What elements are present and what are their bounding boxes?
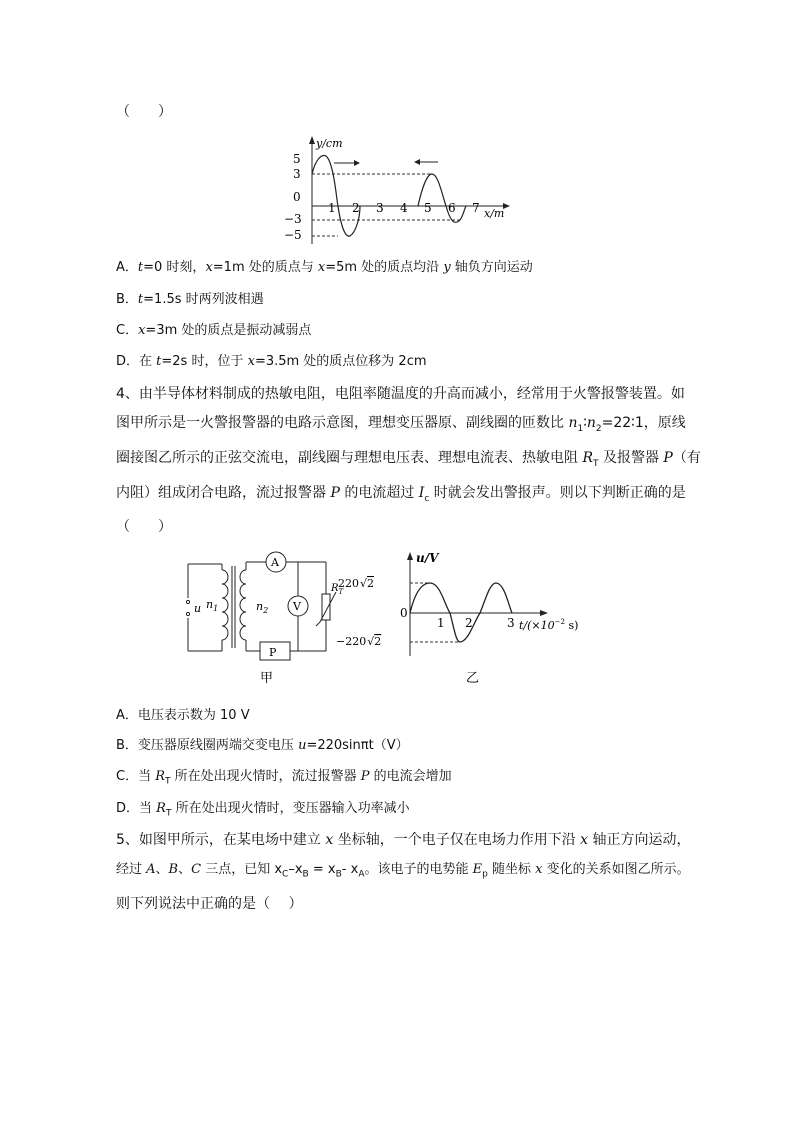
y-axis-arrow — [407, 552, 413, 560]
secondary-coil-icon — [240, 570, 246, 640]
secondary-turns-label: $n_2$ — [256, 600, 269, 615]
y-axis-label: u/V — [416, 551, 439, 565]
primary-coil-icon — [222, 570, 228, 640]
q4-stem-line: 圈接图乙所示的正弦交流电，副线圈与理想电压表、理想电流表、热敏电阻 $R_T$ 及报警器 P（有 — [116, 449, 701, 469]
q3-option-c[interactable]: C．x=3m 处的质点是振动减弱点 — [116, 323, 312, 338]
x-tick-label: 6 — [448, 201, 456, 215]
x-tick-label: 4 — [400, 201, 408, 215]
y-tick-label: 0 — [293, 190, 301, 204]
q4-circuit-diagram — [180, 548, 344, 688]
figure-caption-jia: 甲 — [260, 671, 274, 686]
q3-option-d[interactable]: D．在 t=2s 时，位于 x=3.5m 处的质点位移为 2cm — [116, 354, 427, 369]
x-tick-label: 7 — [472, 201, 480, 215]
q5-stem-line: 5、如图甲所示，在某电场中建立 x 坐标轴，一个电子仅在电场力作用下沿 x 轴正方向运动， — [116, 832, 691, 848]
right-arrow-icon — [354, 160, 360, 166]
y-tick-label: 5 — [293, 152, 301, 166]
terminal-icon — [186, 600, 189, 603]
q4-stem-line: 图甲所示是一火警报警器的电路示意图，理想变压器原、副线圈的匝数比 $n_1∶n_2=22∶1$，原线 — [116, 415, 686, 434]
x-tick-label: 1 — [437, 616, 445, 630]
alarm-label: P — [269, 646, 277, 659]
q4-option-a[interactable]: A．电压表示数为 10 V — [116, 708, 250, 723]
x-tick-label: 2 — [352, 201, 360, 215]
y-min-label: −220√2 — [336, 635, 382, 648]
x-tick-label: 3 — [376, 201, 384, 215]
q3-wave-figure — [282, 134, 514, 246]
x-axis-label: $t/(\times 10^{-2}$ s) — [519, 618, 579, 632]
x-tick-label: 2 — [465, 616, 473, 630]
q3-option-b[interactable]: B．t=1.5s 时两列波相遇 — [116, 292, 264, 307]
left-wave-curve — [312, 156, 360, 237]
q5-stem-line: 则下列说法中正确的是（ ） — [116, 895, 303, 912]
q5-stem-line: 经过 A、B、C 三点，已知 $x_C-x_B = x_B-$ $x_A$。该电子的电势能 $E_p$ 随坐标 x 变化的关系如图乙所示。 — [116, 862, 690, 880]
q4-stem-line: 内阻）组成闭合电路，流过报警器 P 的电流超过 $I_c$ 时就会发出警报声。则以下判断正确的是 — [116, 484, 686, 504]
figure-caption-yi: 乙 — [466, 671, 480, 686]
q4-option-c[interactable]: C．当 $R_T$ 所在处出现火情时，流过报警器 P 的电流会增加 — [116, 769, 452, 787]
y-tick-label: −5 — [284, 228, 302, 242]
x-axis-label: x/m — [484, 207, 505, 220]
primary-turns-label: $n_1$ — [206, 598, 219, 613]
origin-label: 0 — [400, 606, 408, 620]
input-voltage-label: u — [194, 602, 202, 615]
left-arrow-icon — [414, 159, 420, 165]
y-axis-arrow — [309, 136, 315, 144]
q3-option-a[interactable]: A．t=0 时刻，x=1m 处的质点与 x=5m 处的质点均沿 y 轴负方向运动 — [116, 260, 533, 275]
right-wave-curve — [418, 174, 466, 222]
voltmeter-label: V — [293, 600, 301, 613]
x-tick-label: 5 — [424, 201, 432, 215]
terminal-icon — [186, 612, 189, 615]
q4-option-d[interactable]: D．当 $R_T$ 所在处出现火情时，变压器输入功率减小 — [116, 801, 410, 819]
q4-option-b[interactable]: B．变压器原线圈两端交变电压 u=220sinπt（V） — [116, 738, 409, 753]
thermistor-label: $R_T$ — [331, 583, 344, 596]
y-tick-label: 3 — [293, 167, 301, 181]
q4-stem-line: 4、由半导体材料制成的热敏电阻，电阻率随温度的升高而减小，经常用于火警报警装置。如 — [116, 386, 685, 402]
q5-stem — [116, 826, 691, 919]
x-tick-label: 3 — [507, 616, 515, 630]
x-tick-label: 1 — [328, 201, 336, 215]
q4-voltage-graph — [336, 548, 618, 688]
ammeter-label: A — [271, 556, 279, 569]
q4-answer-bracket: （ ） — [116, 519, 172, 536]
y-axis-label: y/cm — [316, 137, 343, 150]
q4-stem — [116, 380, 701, 542]
y-tick-label: −3 — [284, 212, 302, 226]
q3-answer-bracket: （ ） — [116, 104, 172, 120]
x-axis-arrow — [540, 610, 548, 616]
y-max-label: 220√2 — [338, 577, 375, 590]
